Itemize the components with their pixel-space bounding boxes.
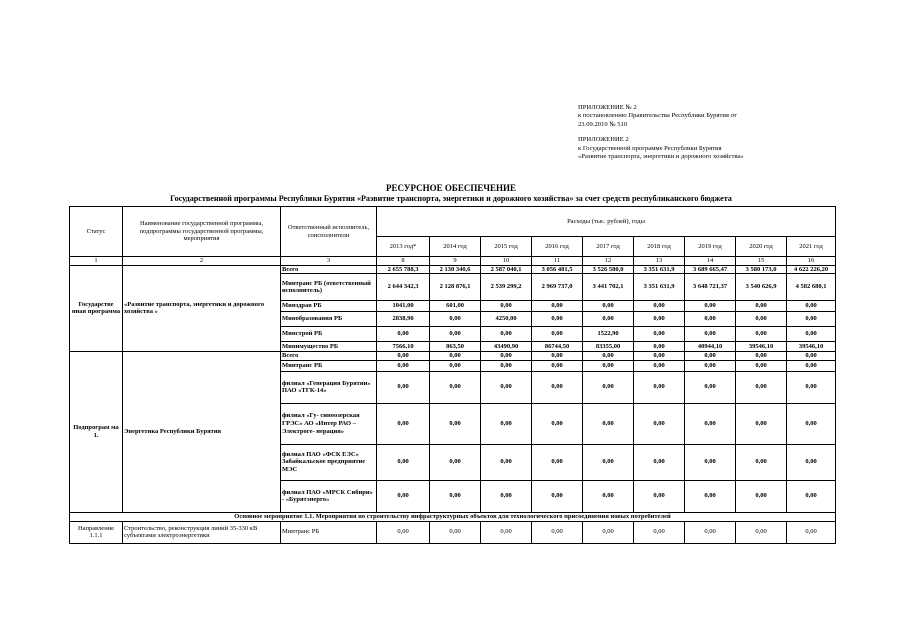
value-cell: 0,00 [685, 327, 736, 342]
value-cell: 2 655 788,3 [377, 265, 430, 274]
value-cell: 0,00 [481, 444, 532, 480]
executor-cell: Минимущество РБ [281, 342, 377, 352]
value-cell: 0,00 [685, 521, 736, 543]
column-number: 10 [481, 257, 532, 266]
value-cell: 0,00 [583, 352, 634, 361]
executor-cell: Минтранс РБ (ответственный исполнитель) [281, 274, 377, 301]
value-cell: 0,00 [583, 312, 634, 327]
value-cell: 0,00 [736, 444, 787, 480]
value-cell: 0,00 [787, 327, 836, 342]
value-cell: 0,00 [736, 403, 787, 444]
value-cell: 43490,90 [481, 342, 532, 352]
main-event-title: Основное мероприятие 1.1. Мероприятия по строительству инфраструктурных объектов для технологического присоединения новых потребителей [70, 512, 836, 521]
value-cell: 0,00 [634, 521, 685, 543]
resource-table [69, 206, 836, 544]
value-cell: 0,00 [787, 444, 836, 480]
column-number: 12 [583, 257, 634, 266]
value-cell: 0,00 [532, 301, 583, 312]
executor-cell: Минстрой РБ [281, 327, 377, 342]
document-title: РЕСУРСНОЕ ОБЕСПЕЧЕНИЕ [386, 183, 516, 193]
appendix-2-line: к Государственной программе Республики Бурятия [578, 144, 722, 152]
value-cell: 0,00 [685, 301, 736, 312]
program-section [70, 265, 836, 352]
table-row [70, 521, 836, 543]
value-cell: 0,00 [377, 327, 430, 342]
value-cell: 0,00 [532, 403, 583, 444]
value-cell: 39546,10 [736, 342, 787, 352]
column-number-row [70, 257, 836, 266]
value-cell: 0,00 [685, 444, 736, 480]
subprogram-section [70, 352, 836, 513]
value-cell: 0,00 [685, 312, 736, 327]
value-cell: 0,00 [736, 352, 787, 361]
value-cell: 3 540 626,9 [736, 274, 787, 301]
value-cell: 2 969 737,0 [532, 274, 583, 301]
value-cell: 0,00 [481, 521, 532, 543]
value-cell: 0,00 [481, 480, 532, 512]
value-cell: 4 622 226,20 [787, 265, 836, 274]
year-cell: 2021 год [787, 237, 836, 257]
table-row [70, 265, 836, 274]
value-cell: 0,00 [532, 327, 583, 342]
appendix-1-line: к постановлению Правительства Республики Бурятия от [578, 112, 737, 120]
appendix-block [578, 104, 818, 161]
value-cell: 0,00 [430, 360, 481, 371]
value-cell: 3 441 702,1 [583, 274, 634, 301]
value-cell: 863,50 [430, 342, 481, 352]
value-cell: 0,00 [634, 403, 685, 444]
value-cell: 0,00 [481, 371, 532, 403]
value-cell: 0,00 [787, 312, 836, 327]
value-cell: 83355,00 [583, 342, 634, 352]
value-cell: 0,00 [583, 371, 634, 403]
value-cell: 2 644 342,3 [377, 274, 430, 301]
year-cell: 2014 год [430, 237, 481, 257]
table-row [70, 352, 836, 361]
executor-cell: Всего [281, 352, 377, 361]
column-number: 8 [377, 257, 430, 266]
column-number: 9 [430, 257, 481, 266]
executor-cell: филиал «Гу- синоозерская ГРЭС» АО «Интер РАО – Электроге- нерация» [281, 403, 377, 444]
header-executor: Ответственный исполнитель, соисполнители [281, 207, 377, 257]
executor-cell: Минздрав РБ [281, 301, 377, 312]
value-cell: 0,00 [736, 301, 787, 312]
value-cell: 0,00 [481, 301, 532, 312]
value-cell: 0,00 [634, 360, 685, 371]
value-cell: 2 130 340,6 [430, 265, 481, 274]
value-cell: 39546,10 [787, 342, 836, 352]
column-number: 2 [123, 257, 281, 266]
value-cell: 0,00 [583, 480, 634, 512]
name-cell: «Развитие транспорта, энергетики и дорожного хозяйства » [123, 265, 281, 352]
year-cell: 2018 год [634, 237, 685, 257]
header-name: Наименование государственной программы, подпрограммы государственной программы, мероприятия [123, 207, 281, 257]
executor-cell: Минтранс РБ [281, 360, 377, 371]
value-cell: 3 580 173,0 [736, 265, 787, 274]
executor-cell: филиал ПАО «ФСК ЕЭС» Забайкальское предприятие МЭС [281, 444, 377, 480]
value-cell: 3 351 631,9 [634, 274, 685, 301]
value-cell: 0,00 [787, 521, 836, 543]
value-cell: 3 351 631,9 [634, 265, 685, 274]
column-number: 1 [70, 257, 123, 266]
column-number: 13 [634, 257, 685, 266]
value-cell: 0,00 [430, 521, 481, 543]
value-cell: 0,00 [430, 480, 481, 512]
value-cell: 0,00 [634, 301, 685, 312]
value-cell: 2 539 299,2 [481, 274, 532, 301]
value-cell: 0,00 [532, 444, 583, 480]
value-cell: 0,00 [787, 371, 836, 403]
value-cell: 2 587 040,1 [481, 265, 532, 274]
appendix-1-title: ПРИЛОЖЕНИЕ № 2 [578, 104, 637, 111]
name-cell: Строительство, реконструкция линий 35-330 кВ субъектами электроэнергетики [123, 521, 281, 543]
value-cell: 0,00 [532, 312, 583, 327]
value-cell: 40944,10 [685, 342, 736, 352]
value-cell: 0,00 [685, 403, 736, 444]
year-cell: 2017 год [583, 237, 634, 257]
value-cell: 3 056 481,5 [532, 265, 583, 274]
value-cell: 0,00 [430, 352, 481, 361]
status-cell: Подпрограм ма 1. [70, 352, 123, 513]
header-row [70, 207, 836, 237]
value-cell: 0,00 [685, 480, 736, 512]
value-cell: 0,00 [481, 403, 532, 444]
value-cell: 0,00 [685, 360, 736, 371]
status-cell: Направление 1.1.1 [70, 521, 123, 543]
value-cell: 0,00 [634, 312, 685, 327]
year-cell: 2019 год [685, 237, 736, 257]
header-status: Статус [70, 207, 123, 257]
value-cell: 1522,90 [583, 327, 634, 342]
value-cell: 0,00 [583, 360, 634, 371]
year-cell: 2013 год* [377, 237, 430, 257]
value-cell: 601,00 [430, 301, 481, 312]
value-cell: 4 582 680,1 [787, 274, 836, 301]
column-number: 3 [281, 257, 377, 266]
column-number: 11 [532, 257, 583, 266]
value-cell: 0,00 [634, 327, 685, 342]
value-cell: 4250,00 [481, 312, 532, 327]
value-cell: 3 526 580,0 [583, 265, 634, 274]
value-cell: 0,00 [430, 403, 481, 444]
value-cell: 0,00 [634, 480, 685, 512]
value-cell: 0,00 [634, 444, 685, 480]
value-cell: 0,00 [787, 360, 836, 371]
year-cell: 2015 год [481, 237, 532, 257]
value-cell: 0,00 [377, 444, 430, 480]
value-cell: 1041,00 [377, 301, 430, 312]
value-cell: 0,00 [736, 480, 787, 512]
value-cell: 0,00 [736, 327, 787, 342]
status-cell: Государстве нная программа [70, 265, 123, 352]
year-cell: 2016 год [532, 237, 583, 257]
value-cell: 0,00 [532, 352, 583, 361]
value-cell: 0,00 [583, 301, 634, 312]
appendix-2-title: ПРИЛОЖЕНИЕ 2 [578, 136, 629, 144]
value-cell: 3 648 721,37 [685, 274, 736, 301]
value-cell: 0,00 [430, 371, 481, 403]
value-cell: 3 689 665,47 [685, 265, 736, 274]
appendix-1-line: 23.09.2019 № 510 [578, 120, 628, 128]
document-subtitle: Государственной программы Республики Бурятия «Развитие транспорта, энергетики и дорожного хозяйства» за счет средств республиканского бюджета [170, 194, 732, 203]
value-cell: 0,00 [532, 480, 583, 512]
value-cell: 0,00 [430, 444, 481, 480]
value-cell: 0,00 [736, 312, 787, 327]
value-cell: 0,00 [481, 360, 532, 371]
value-cell: 0,00 [634, 352, 685, 361]
value-cell: 0,00 [634, 371, 685, 403]
column-number: 16 [787, 257, 836, 266]
value-cell: 0,00 [532, 371, 583, 403]
value-cell: 0,00 [787, 403, 836, 444]
value-cell: 0,00 [481, 327, 532, 342]
value-cell: 0,00 [532, 521, 583, 543]
value-cell: 0,00 [583, 521, 634, 543]
value-cell: 0,00 [736, 360, 787, 371]
value-cell: 0,00 [430, 327, 481, 342]
name-cell: Энергетика Республики Бурятия [123, 352, 281, 513]
value-cell: 0,00 [583, 403, 634, 444]
value-cell: 0,00 [685, 371, 736, 403]
value-cell: 0,00 [377, 403, 430, 444]
executor-cell: Минобразования РБ [281, 312, 377, 327]
executor-cell: филиал «Генерация Бурятии» ПАО «ТГК-14» [281, 371, 377, 403]
value-cell: 0,00 [377, 352, 430, 361]
value-cell: 0,00 [736, 521, 787, 543]
value-cell: 0,00 [377, 360, 430, 371]
appendix-2-line: «Развитие транспорта, энергетики и дорожного хозяйства» [578, 153, 744, 161]
value-cell: 0,00 [532, 360, 583, 371]
column-number: 15 [736, 257, 787, 266]
column-number: 14 [685, 257, 736, 266]
executor-cell: Всего [281, 265, 377, 274]
value-cell: 0,00 [583, 444, 634, 480]
main-event-row [70, 512, 836, 521]
value-cell: 7566,10 [377, 342, 430, 352]
value-cell: 2838,90 [377, 312, 430, 327]
value-cell: 0,00 [787, 301, 836, 312]
year-cell: 2020 год [736, 237, 787, 257]
value-cell: 0,00 [787, 480, 836, 512]
header-expenses: Расходы (тыс. рублей), годы [377, 207, 836, 237]
direction-section [70, 521, 836, 543]
value-cell: 0,00 [377, 371, 430, 403]
value-cell: 0,00 [787, 352, 836, 361]
value-cell: 0,00 [377, 521, 430, 543]
value-cell: 0,00 [430, 312, 481, 327]
executor-cell: филиал ПАО «МРСК Сибири» - «Бурятэнерго» [281, 480, 377, 512]
executor-cell: Минтранс РБ [281, 521, 377, 543]
value-cell: 0,00 [377, 480, 430, 512]
value-cell: 0,00 [685, 352, 736, 361]
value-cell: 86744,50 [532, 342, 583, 352]
value-cell: 0,00 [736, 371, 787, 403]
value-cell: 2 128 876,1 [430, 274, 481, 301]
value-cell: 0,00 [481, 352, 532, 361]
value-cell: 0,00 [634, 342, 685, 352]
